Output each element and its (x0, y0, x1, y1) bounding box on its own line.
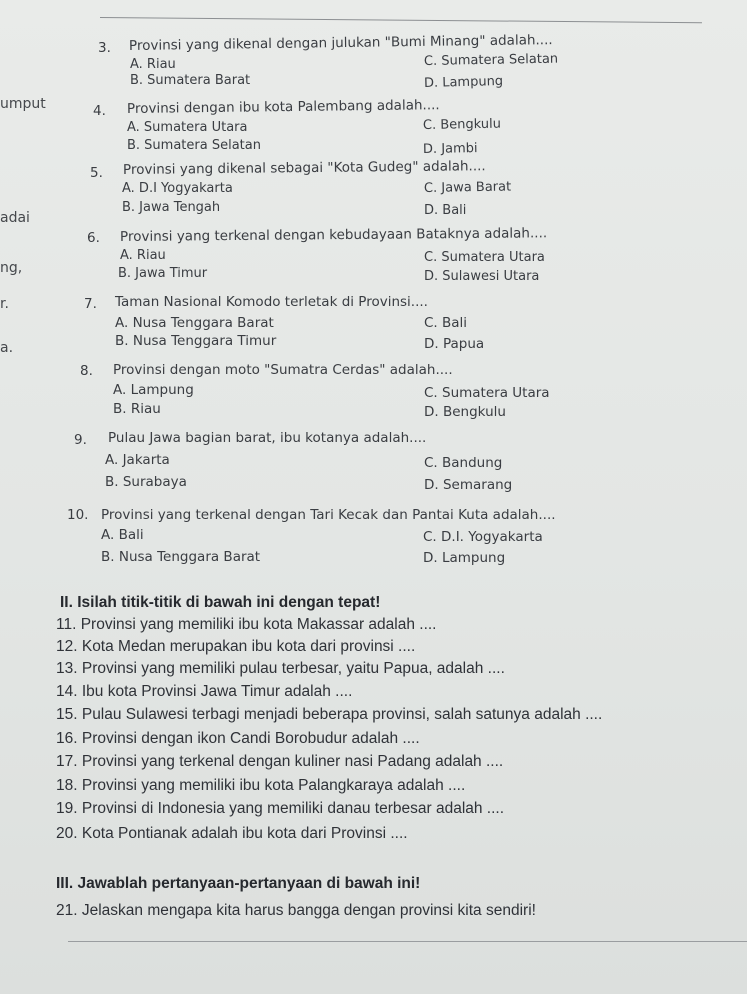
question-number: 3. (98, 40, 111, 56)
option-d: D. Bengkulu (424, 404, 506, 420)
question-text: Provinsi yang terkenal dengan kebudayaan Bataknya adalah.... (119, 225, 548, 245)
question-number: 10. (67, 507, 89, 523)
question-number: 5. (90, 165, 103, 181)
option-c: C. Sumatera Utara (424, 385, 550, 401)
option-a: A. Jakarta (105, 452, 170, 468)
question-text: Pulau Jawa bagian barat, ibu kotanya adalah.... (108, 430, 427, 446)
list-item: 15. Pulau Sulawesi terbagi menjadi beberapa provinsi, salah satunya adalah .... (56, 706, 603, 723)
list-item: 17. Provinsi yang terkenal dengan kuliner nasi Padang adalah .... (56, 753, 504, 770)
question-text: Provinsi yang dikenal sebagai "Kota Gudeg" adalah.... (122, 158, 486, 178)
list-item: 12. Kota Medan merupakan ibu kota dari provinsi .... (56, 638, 416, 655)
question-text: Taman Nasional Komodo terletak di Provinsi.... (115, 294, 428, 310)
option-d: D. Sulawesi Utara (424, 269, 540, 284)
option-d: D. Semarang (424, 477, 513, 493)
option-a: A. Riau (120, 248, 166, 263)
option-a: A. Bali (101, 527, 144, 543)
option-b: B. Riau (113, 401, 161, 417)
top-rule (100, 17, 702, 23)
option-c: C. Bali (424, 315, 468, 331)
section-heading: III. Jawablah pertanyaan-pertanyaan di bawah ini! (56, 875, 421, 892)
option-d: D. Papua (424, 336, 485, 352)
left-fragment: umput (0, 96, 46, 112)
option-a: A. Sumatera Utara (127, 120, 248, 135)
question-number: 7. (84, 296, 97, 312)
option-b: B. Jawa Timur (118, 266, 208, 281)
list-item: 20. Kota Pontianak adalah ibu kota dari Provinsi .... (56, 825, 408, 842)
option-a: A. D.I Yogyakarta (122, 181, 233, 196)
option-d: D. Lampung (423, 73, 504, 91)
essay-question: 21. Jelaskan mengapa kita harus bangga dengan provinsi kita sendiri! (56, 902, 536, 919)
option-c: C. Bengkulu (422, 116, 502, 133)
option-a: A. Riau (130, 57, 176, 72)
left-fragment: adai (0, 210, 30, 226)
option-c: C. D.I. Yogyakarta (423, 529, 543, 545)
question-text: Provinsi yang dikenal dengan julukan "Bumi Minang" adalah.... (128, 32, 553, 54)
left-fragment: r. (0, 296, 9, 312)
option-d: D. Lampung (423, 550, 506, 566)
question-number: 8. (80, 363, 93, 379)
option-b: B. Nusa Tenggara Timur (115, 333, 277, 349)
question-text: Provinsi dengan moto "Sumatra Cerdas" adalah.... (113, 362, 453, 378)
question-text: Provinsi yang terkenal dengan Tari Kecak dan Pantai Kuta adalah.... (101, 507, 556, 523)
option-b: B. Surabaya (105, 474, 187, 490)
option-b: B. Sumatera Selatan (127, 138, 261, 153)
list-item: 11. Provinsi yang memiliki ibu kota Makassar adalah .... (56, 616, 437, 633)
option-c: C. Sumatera Utara (424, 250, 545, 265)
option-c: C. Jawa Barat (423, 179, 512, 196)
option-d: D. Bali (424, 203, 467, 218)
section-heading: II. Isilah titik-titik di bawah ini dengan tepat! (60, 594, 381, 611)
question-number: 4. (93, 103, 106, 119)
list-item: 16. Provinsi dengan ikon Candi Borobudur adalah .... (56, 730, 420, 747)
question-number: 6. (87, 230, 100, 246)
left-fragment: a. (0, 340, 14, 356)
option-c: C. Bandung (424, 455, 503, 471)
option-a: A. Lampung (113, 382, 194, 398)
list-item: 13. Provinsi yang memiliki pulau terbesar, yaitu Papua, adalah .... (56, 660, 505, 677)
option-a: A. Nusa Tenggara Barat (115, 315, 274, 331)
answer-line (68, 941, 747, 942)
list-item: 18. Provinsi yang memiliki ibu kota Palangkaraya adalah .... (56, 777, 466, 794)
list-item: 14. Ibu kota Provinsi Jawa Timur adalah .... (56, 683, 353, 700)
question-number: 9. (74, 432, 87, 448)
option-d: D. Jambi (422, 141, 478, 157)
option-b: B. Sumatera Barat (130, 73, 251, 88)
question-text: Provinsi dengan ibu kota Palembang adalah.... (126, 97, 440, 117)
list-item: 19. Provinsi di Indonesia yang memiliki danau terbesar adalah .... (56, 800, 505, 817)
option-b: B. Nusa Tenggara Barat (101, 549, 261, 565)
left-fragment: ng, (0, 260, 23, 276)
option-c: C. Sumatera Selatan (423, 51, 559, 69)
option-b: B. Jawa Tengah (122, 200, 221, 215)
